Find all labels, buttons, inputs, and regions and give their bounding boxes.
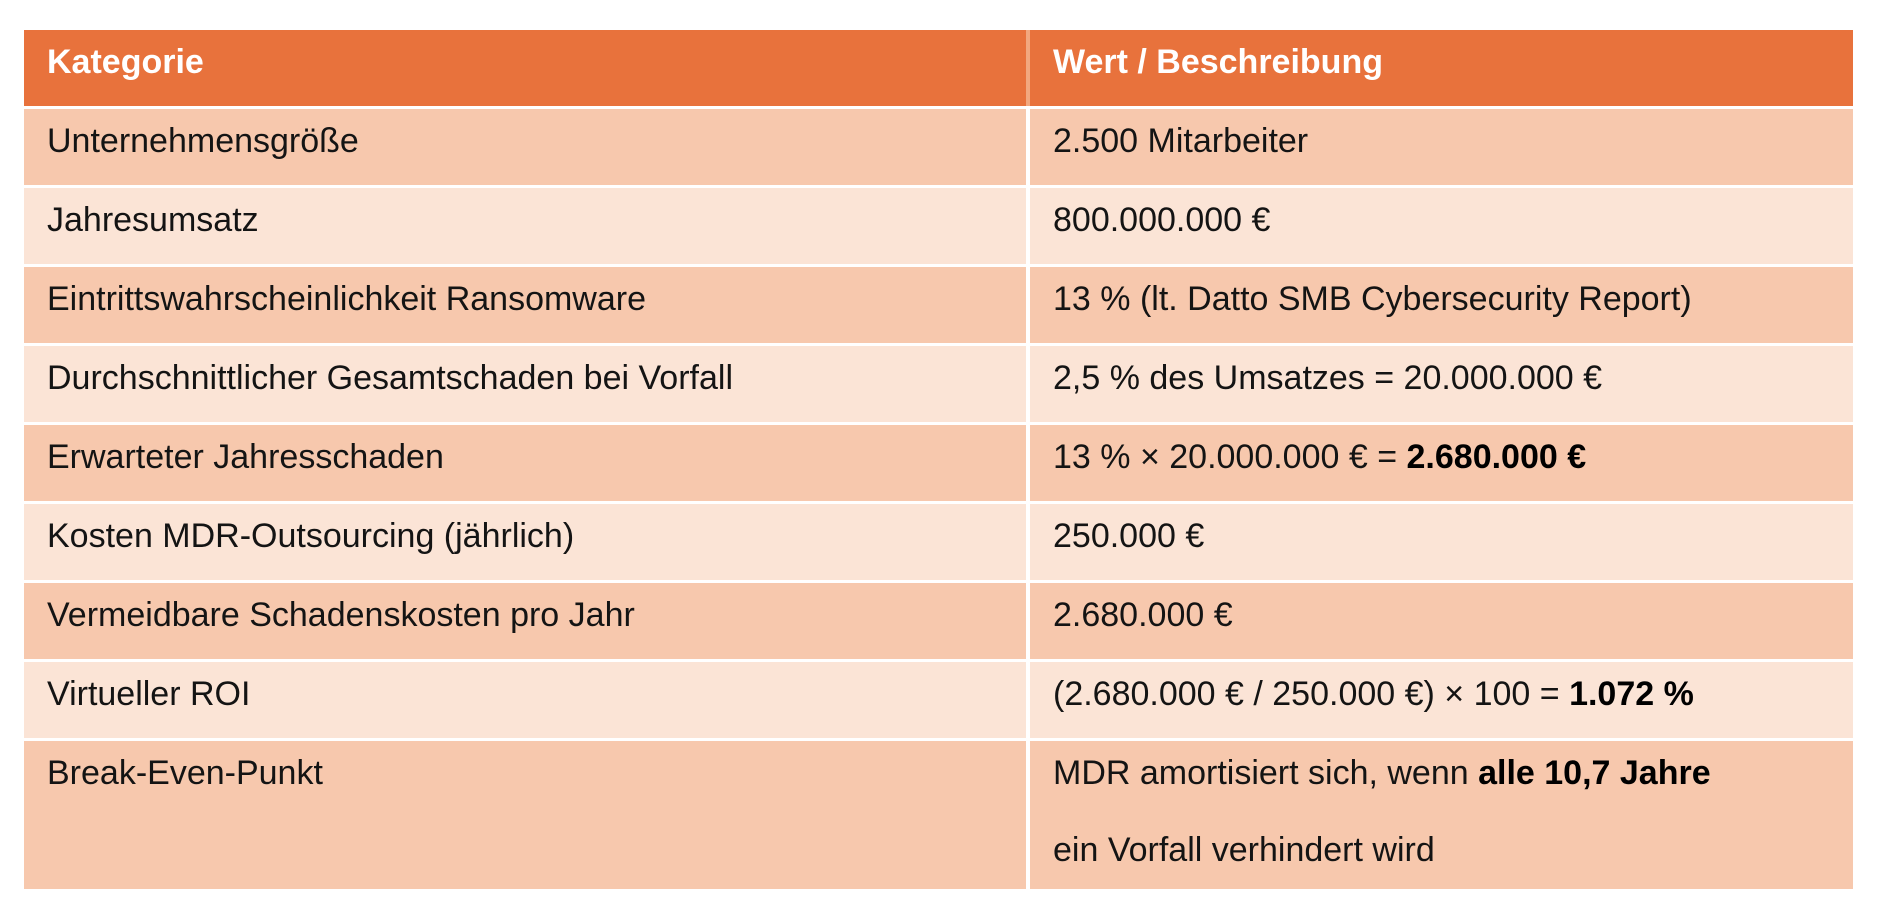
table-row (24, 425, 1853, 501)
category-cell: Vermeidbare Schadenskosten pro Jahr (24, 583, 1026, 659)
value-line: 800.000.000 € (1053, 201, 1271, 239)
value-cell (1030, 662, 1853, 738)
value-cell (1030, 741, 1853, 889)
value-line: 250.000 € (1053, 517, 1205, 555)
category-cell: Eintrittswahrscheinlichkeit Ransomware (24, 267, 1026, 343)
category-cell: Virtueller ROI (24, 662, 1026, 738)
table-header-row (24, 30, 1853, 106)
value-line: (2.680.000 € / 250.000 €) × 100 = 1.072 % (1053, 675, 1694, 713)
table-row (24, 109, 1853, 185)
category-cell: Jahresumsatz (24, 188, 1026, 264)
value-line: MDR amortisiert sich, wenn alle 10,7 Jahre (1053, 754, 1711, 792)
value-line: 2,5 % des Umsatzes = 20.000.000 € (1053, 359, 1603, 397)
value-cell (1030, 188, 1853, 264)
table-row (24, 188, 1853, 264)
value-line: 2.680.000 € (1053, 596, 1233, 634)
value-line: ein Vorfall verhindert wird (1053, 831, 1435, 869)
category-cell: Break-Even-Punkt (24, 741, 1026, 889)
value-line: 13 % × 20.000.000 € = 2.680.000 € (1053, 438, 1587, 476)
value-line: 2.500 Mitarbeiter (1053, 122, 1309, 160)
value-cell (1030, 425, 1853, 501)
table-row (24, 662, 1853, 738)
value-cell (1030, 109, 1853, 185)
value-line: 13 % (lt. Datto SMB Cybersecurity Report) (1053, 280, 1692, 318)
table-row (24, 346, 1853, 422)
value-cell (1030, 346, 1853, 422)
header-cell-kategorie: Kategorie (24, 30, 1026, 106)
category-cell: Kosten MDR-Outsourcing (jährlich) (24, 504, 1026, 580)
category-cell: Unternehmensgröße (24, 109, 1026, 185)
category-cell: Durchschnittlicher Gesamtschaden bei Vorfall (24, 346, 1026, 422)
table-row (24, 504, 1853, 580)
value-cell (1030, 504, 1853, 580)
table-row (24, 267, 1853, 343)
table-row (24, 583, 1853, 659)
table-row (24, 741, 1853, 889)
value-cell (1030, 583, 1853, 659)
header-cell-wert-beschreibung: Wert / Beschreibung (1030, 30, 1853, 106)
category-cell: Erwarteter Jahresschaden (24, 425, 1026, 501)
value-cell (1030, 267, 1853, 343)
roi-table (24, 30, 1853, 889)
